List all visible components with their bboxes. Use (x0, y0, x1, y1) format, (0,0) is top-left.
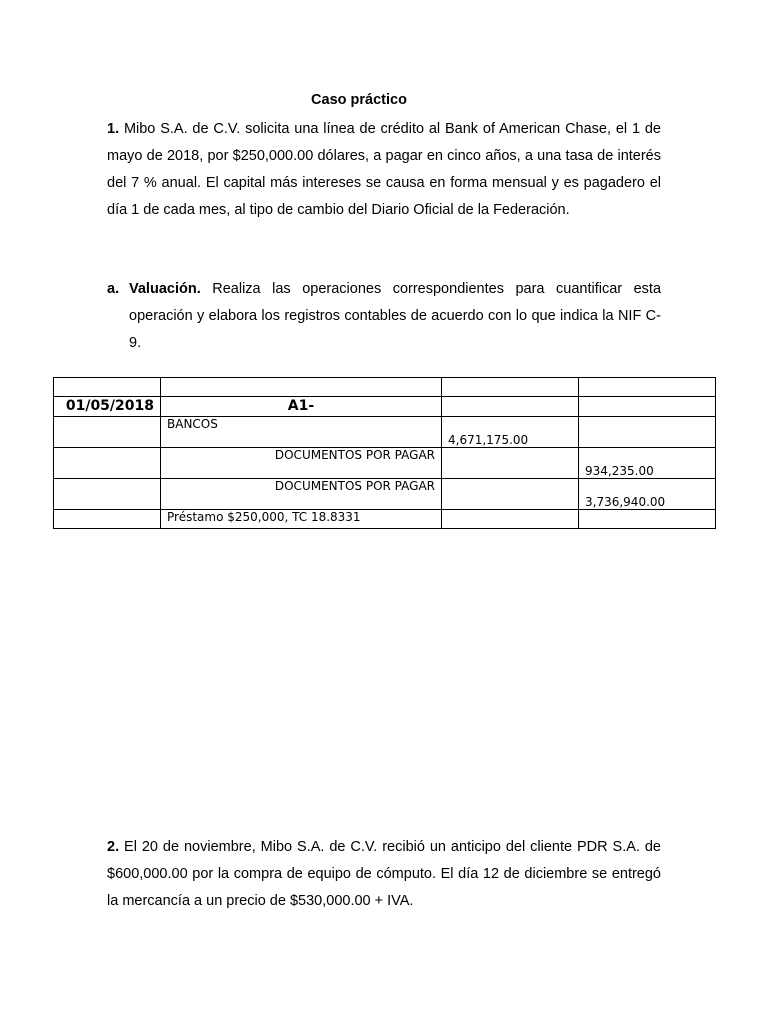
problem-1-text: Mibo S.A. de C.V. solicita una línea de crédito al Bank of American Chase, el 1 de mayo de 2018, por $250,000.00 dólares, a pagar en cinco años, a una tasa de interés del 7 % anual. El capital más intereses se causa en forma mensual y es pagadero el día 1 de cada mes, al tipo de cambio del Diario Oficial de la Federación. (107, 121, 662, 218)
ledger-account: DOCUMENTOS POR PAGAR (161, 479, 442, 510)
ledger-account: BANCOS (161, 417, 442, 448)
item-a-heading: Valuación. (129, 281, 201, 297)
ledger-date: 01/05/2018 (54, 397, 161, 417)
problem-2 (107, 834, 661, 915)
item-a (107, 276, 661, 357)
item-a-text: Realiza las operaciones correspondientes para cuantificar esta operación y elabora los registros contables de acuerdo con lo que indica la NIF C-9. (129, 281, 662, 351)
ledger-table (53, 377, 716, 529)
problem-1 (107, 116, 661, 224)
table-row (54, 397, 716, 417)
ledger-entry-id: A1- (161, 397, 442, 417)
problem-2-number: 2. (107, 839, 120, 855)
ledger-credit: 934,235.00 (585, 464, 654, 478)
table-row (54, 417, 716, 448)
ledger-debit (448, 448, 572, 464)
ledger-account: DOCUMENTOS POR PAGAR (161, 448, 442, 479)
problem-1-number: 1. (107, 121, 120, 137)
ledger-debit: 4,671,175.00 (448, 433, 529, 447)
table-row (54, 378, 716, 397)
ledger-credit (585, 417, 709, 433)
ledger-note: Préstamo $250,000, TC 18.8331 (161, 510, 442, 529)
page-title: Caso práctico (311, 92, 407, 108)
ledger-debit (448, 479, 572, 495)
table-row (54, 448, 716, 479)
problem-2-text: El 20 de noviembre, Mibo S.A. de C.V. recibió un anticipo del cliente PDR S.A. de $600,000.00 por la compra de equipo de cómputo. El día 12 de diciembre se entregó la mercancía a un precio de $530,000.00 + IVA. (107, 839, 661, 909)
item-a-label: a. (107, 281, 120, 297)
table-row (54, 510, 716, 529)
table-row (54, 479, 716, 510)
ledger-credit: 3,736,940.00 (585, 495, 666, 509)
